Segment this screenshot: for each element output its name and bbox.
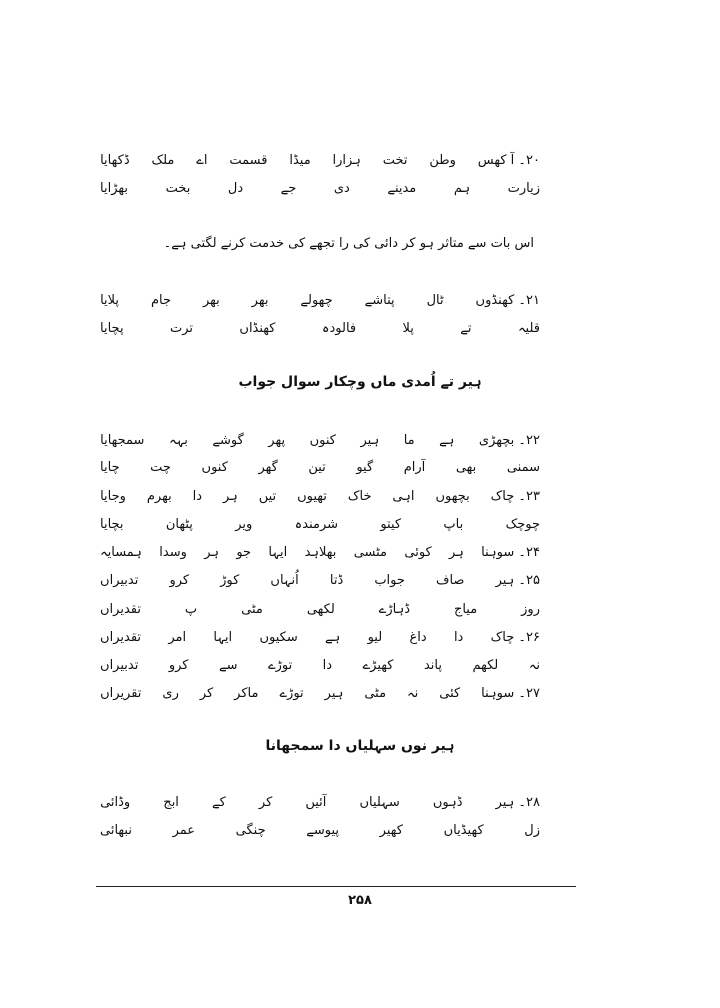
page-number: ۲۵۸ [348,893,372,908]
verse-word: صاف [436,572,465,588]
verse-word: ۲۰۔ آ کھس [477,152,540,168]
verse-word: ویر [235,516,253,532]
verse-word: قسمت [229,152,268,168]
verse-word: پلایا [100,292,120,308]
verse-word: بہہ [168,432,188,448]
verse-word: ڈکھایا [100,152,130,168]
verse-line [100,818,540,842]
verse-word: چت [150,459,171,475]
verse-word: پلا [402,320,414,336]
verse-word: تقریراں [100,685,142,701]
verse-word: ابج [163,794,179,810]
verse-word: چایا [100,459,120,475]
verse-word: ما [403,432,415,448]
verse-word: ہے [439,432,455,448]
verse-word: ہر [449,544,464,560]
verse-word: چنگی [235,822,266,838]
verse-word: وجایا [100,488,126,504]
verse-word: سے [218,657,238,673]
verse-word: تدبیراں [100,657,139,673]
verse-line [100,455,540,479]
verse-word: زیارت [507,180,540,196]
verse-word: کیتو [380,516,402,532]
verse-word: کرو [169,572,190,588]
verse-word: تے [460,320,472,336]
verse-word: بخت [165,180,191,196]
verse-word: کرو [168,657,189,673]
verse-line [100,512,540,536]
verse-word: کھیڑے [362,657,394,673]
verse-word: باپ [443,516,464,532]
verse-word: ۲۲۔ بچھڑی [478,432,540,448]
verse-word: بھرم [146,488,172,504]
verse-word: تدبیراں [100,572,139,588]
verse-word: ڈہاڑے [378,601,410,617]
verse-line [100,625,540,649]
verse-line [100,428,540,452]
verse-word: شرمندہ [294,516,339,532]
verse-word: بھر [202,292,220,308]
verse-word: کھیڈیاں [443,822,484,838]
verse-word: کھنڈاں [239,320,276,336]
verse-word: ۲۴۔ سوہنا [481,544,540,560]
verse-word: لکھی [306,601,335,617]
verse-word: ایہا [213,629,233,645]
verse-word: وطن [429,152,456,168]
verse-word: چھولے [300,292,333,308]
verse-word: خاک [347,488,372,504]
verse-word: ۲۳۔ چاک [490,488,540,504]
verse-word: کر [258,794,273,810]
verse-word: چوچک [505,516,540,532]
verse-word: کنوں [309,432,336,448]
verse-word: ری [162,685,179,701]
verse-word: سہلیاں [359,794,400,810]
verse-word: اے [196,152,208,168]
verse-word: ۲۶۔ چاک [490,629,540,645]
verse-word: دل [227,180,244,196]
verse-word: سکیوں [259,629,298,645]
verse-word: تھیوں [297,488,327,504]
verse-word: کر [199,685,214,701]
verse-line [100,681,540,705]
verse-word: بھڑایا [100,180,129,196]
verse-word: بھلاہد [304,544,337,560]
verse-word: آئیں [305,794,327,810]
verse-word: تیں [258,488,277,504]
verse-word: ہیر [360,432,380,448]
verse-line [100,540,540,564]
verse-word: ہر [223,488,238,504]
verse-word: لکھم [472,657,499,673]
verse-word: ڈتا [329,572,344,588]
verse-word: نہ [407,685,419,701]
verse-word: دا [453,629,464,645]
verse-word: کے [212,794,226,810]
verse-word: اُنہاں [270,572,299,588]
verse-word: جام [150,292,172,308]
verse-word: بھر [251,292,269,308]
verse-word: مٹسی [353,544,388,560]
verse-word: کوڑ [220,572,240,588]
verse-word: وسدا [159,544,187,560]
verse-word: وڈائی [100,794,131,810]
verse-word: آرام [403,459,426,475]
verse-word: بھی [455,459,477,475]
verse-word: مدینے [387,180,417,196]
verse-word: ہزارا [332,152,361,168]
verse-word: نہ [528,657,540,673]
verse-line [100,176,540,200]
verse-word: گھر [258,459,278,475]
verse-line [100,568,540,592]
verse-word: ہر [204,544,219,560]
verse-word: ۲۵۔ ہیر [495,572,540,588]
verse-word: پاند [423,657,442,673]
verse-line [100,597,540,621]
verse-word: جے [280,180,297,196]
verse-word: پیوسے [306,822,340,838]
verse-word: دا [322,657,333,673]
verse-word: ۲۱۔ کھنڈوں [475,292,540,308]
verse-word: لیو [367,629,383,645]
verse-word: بچایا [100,516,124,532]
verse-word: ایہا [268,544,288,560]
verse-word: ہمسایہ [100,544,142,560]
verse-word: کنوں [201,459,228,475]
verse-word: عمر [172,822,196,838]
verse-word: گوشے [212,432,244,448]
verse-word: ۲۷۔ سوہنا [481,685,540,701]
verse-word: مٹی [364,685,387,701]
section-heading: ہیر نوں سہلیاں دا سمجھانا [265,738,455,754]
verse-line [100,148,540,172]
verse-word: امر [168,629,187,645]
verse-word: بچھوں [435,488,470,504]
verse-word: تخت [382,152,408,168]
verse-word: سمنی [506,459,540,475]
verse-word: زل [524,822,540,838]
verse-word: گیو [356,459,374,475]
verse-word: داغ [409,629,427,645]
verse-word: تقدیراں [100,629,142,645]
verse-word: کھیر [379,822,403,838]
verse-word: جو [236,544,252,560]
verse-word: ٹال [426,292,444,308]
verse-word: ترت [169,320,193,336]
verse-word: پچایا [100,320,124,336]
footer-divider [96,886,576,887]
verse-line [100,790,540,814]
verse-line [100,484,540,508]
verse-word: توڑے [279,685,304,701]
verse-word: پٹھان [165,516,193,532]
verse-word: ڈہوں [432,794,463,810]
verse-word: اہی [392,488,415,504]
verse-word: پھر [268,432,286,448]
verse-word: تین [308,459,326,475]
verse-line [100,653,540,677]
verse-word: ماکر [234,685,259,701]
verse-word: میڈا [289,152,311,168]
verse-word: پتاشے [364,292,395,308]
verse-word: دا [192,488,203,504]
verse-word: کوئی [404,544,432,560]
verse-word: تقدیراں [100,601,141,617]
verse-line [100,288,540,312]
verse-word: ملک [151,152,175,168]
verse-word: فالودہ [321,320,357,336]
verse-word: کئی [439,685,461,701]
section-heading: ہیر تے اُمدی ماں وچکار سوال جواب [238,374,482,390]
verse-word: دی [333,180,350,196]
verse-word: ہم [453,180,471,196]
verse-word: روز [521,601,540,617]
verse-word: سمجھایا [100,432,145,448]
prose-paragraph: اس بات سے متاثر ہو کر دائی کی را تجھے کی خدمت کرنے لگتی ہے۔ [163,236,534,251]
verse-word: ہیر [324,685,344,701]
verse-word: جواب [374,572,405,588]
verse-word: مٹی [241,601,263,617]
verse-word: قلیہ [517,320,540,336]
verse-line [100,316,540,340]
verse-word: ہے [325,629,341,645]
verse-word: توڑے [267,657,293,673]
verse-word: ۲۸۔ ہیر [495,794,540,810]
verse-word: میاج [453,601,478,617]
verse-word: نبھائی [100,822,132,838]
verse-word: پ [184,601,198,617]
